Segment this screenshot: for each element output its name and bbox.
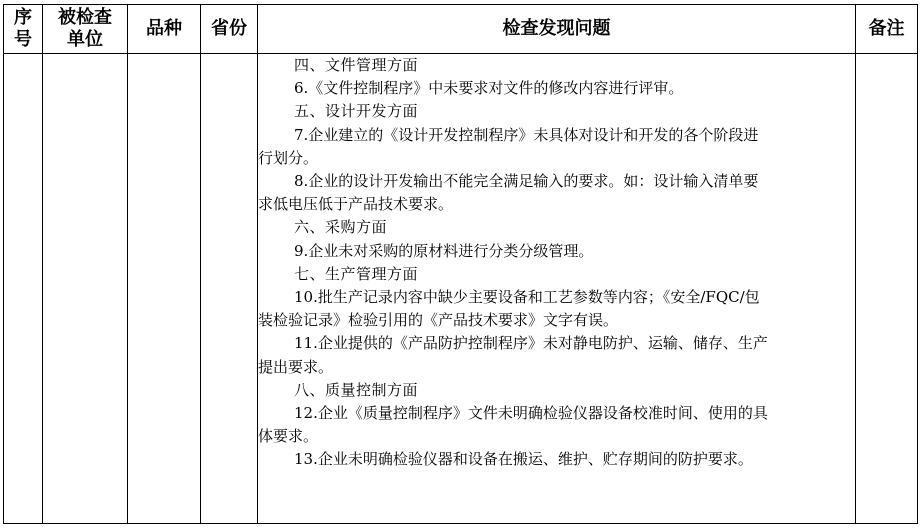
cell-remarks bbox=[856, 54, 918, 524]
header-seq: 序号 bbox=[4, 5, 43, 54]
cell-unit bbox=[43, 54, 128, 524]
section-heading: 八、质量控制方面 bbox=[294, 380, 419, 399]
issue-line: 9.企业未对采购的原材料进行分类分级管理。 bbox=[294, 241, 594, 260]
issue-line: 求低电压低于产品技术要求。 bbox=[258, 195, 454, 214]
table-row bbox=[4, 54, 918, 524]
section-heading: 七、生产管理方面 bbox=[294, 264, 419, 283]
header-row bbox=[4, 5, 918, 54]
issue-line: 行划分。 bbox=[258, 148, 319, 167]
header-remarks: 备注 bbox=[856, 5, 918, 54]
issue-line: 7.企业建立的《设计开发控制程序》未具体对设计和开发的各个阶段进 bbox=[294, 125, 759, 144]
section-heading: 六、采购方面 bbox=[294, 218, 388, 237]
issue-line: 提出要求。 bbox=[258, 357, 334, 376]
header-province: 省份 bbox=[201, 5, 258, 54]
cell-seq bbox=[4, 54, 43, 524]
issue-line: 11.企业提供的《产品防护控制程序》未对静电防护、运输、储存、生产 bbox=[294, 334, 768, 353]
header-unit: 被检查单位 bbox=[43, 5, 128, 54]
issue-line: 装检验记录》检验引用的《产品技术要求》文字有误。 bbox=[258, 311, 619, 330]
issue-line: 13.企业未明确检验仪器和设备在搬运、维护、贮存期间的防护要求。 bbox=[294, 450, 753, 469]
cell-issues bbox=[258, 54, 856, 524]
issue-line: 体要求。 bbox=[258, 427, 319, 446]
issue-line: 6.《文件控制程序》中未要求对文件的修改内容进行评审。 bbox=[294, 79, 684, 98]
section-heading: 四、文件管理方面 bbox=[294, 56, 419, 74]
cell-variety bbox=[128, 54, 201, 524]
header-variety: 品种 bbox=[128, 5, 201, 54]
cell-province bbox=[201, 54, 258, 524]
issues-list bbox=[258, 54, 855, 472]
section-heading: 五、设计开发方面 bbox=[294, 102, 419, 121]
issue-line: 8.企业的设计开发输出不能完全满足输入的要求。如：设计输入清单要 bbox=[294, 172, 759, 191]
issue-line: 10.批生产记录内容中缺少主要设备和工艺参数等内容；《安全/FQC/包 bbox=[294, 288, 760, 307]
header-issues: 检查发现问题 bbox=[258, 5, 856, 54]
issue-line: 12.企业《质量控制程序》文件未明确检验仪器设备校准时间、使用的具 bbox=[294, 404, 768, 423]
inspection-table bbox=[3, 4, 918, 524]
